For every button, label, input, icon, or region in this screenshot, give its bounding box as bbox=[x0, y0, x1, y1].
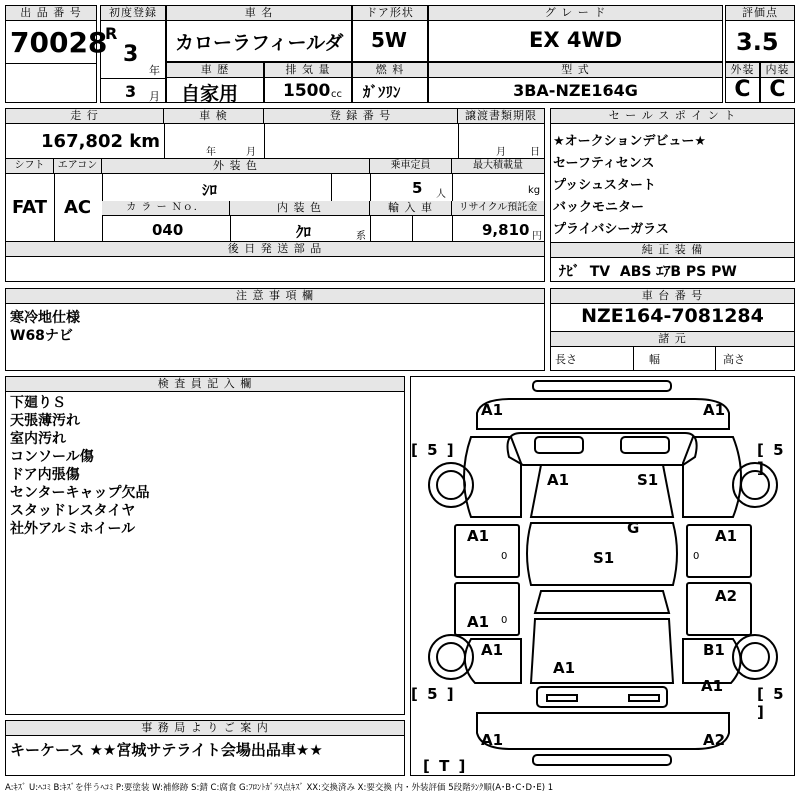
damage-mark: A2 bbox=[703, 731, 726, 749]
exterior-grade-box bbox=[725, 62, 760, 103]
sales-label: セ ー ル ス ポ イ ン ト bbox=[551, 109, 794, 124]
exterior-grade: C bbox=[734, 77, 751, 102]
transfer-month-unit: 月 bbox=[496, 147, 506, 158]
mileage-value: 167,802 km bbox=[41, 131, 160, 152]
inspector-label: 検 査 員 記 入 欄 bbox=[6, 377, 404, 392]
grade-value: EX 4WD bbox=[528, 28, 623, 52]
sales-point: ★オークションデビュー★ bbox=[553, 134, 707, 149]
lot-label: 出 品 番 号 bbox=[6, 6, 96, 21]
damage-mark: B1 bbox=[703, 641, 725, 659]
year-unit: 年 bbox=[149, 64, 160, 77]
car-diagram-box bbox=[410, 376, 795, 776]
interior-color-value: ｸﾛ bbox=[296, 223, 312, 241]
inspector-line: 天張薄汚れ bbox=[10, 413, 80, 429]
trunk-mark: [ T ] bbox=[423, 757, 468, 775]
capacity-label: 乗車定員 bbox=[370, 159, 452, 174]
car-name: カローラフィールダ bbox=[175, 32, 344, 54]
displacement-unit: cc bbox=[331, 89, 342, 100]
damage-mark: S1 bbox=[593, 549, 615, 567]
transfer-label: 譲渡書類期限 bbox=[458, 109, 544, 124]
color-no-label: カ ラ ー Ｎｏ． bbox=[102, 201, 230, 216]
interior-label: 内装 bbox=[761, 63, 794, 78]
history-value: 自家用 bbox=[181, 83, 239, 105]
office-text: キーケース ★★宮城サテライト会場出品車★★ bbox=[10, 741, 323, 759]
mileage-label: 走 行 bbox=[6, 109, 164, 124]
chassis-label: 車 台 番 号 bbox=[551, 289, 794, 304]
damage-mark: A1 bbox=[481, 401, 504, 419]
door-value: 5W bbox=[371, 28, 407, 52]
max-load-label: 最大積載量 bbox=[452, 159, 544, 174]
inspection-year-unit: 年 bbox=[206, 147, 216, 158]
capacity-value: 5 bbox=[412, 179, 423, 197]
shift-label: シフト bbox=[6, 159, 54, 174]
interior-color-label: 内 装 色 bbox=[230, 201, 370, 216]
notes-label: 注 意 事 項 欄 bbox=[6, 289, 544, 304]
spec-label: 諸 元 bbox=[551, 331, 794, 347]
displacement-value: 1500 bbox=[283, 81, 331, 101]
era: R bbox=[105, 24, 118, 43]
lot-number: 70028 bbox=[10, 26, 108, 59]
damage-mark: A1 bbox=[481, 641, 504, 659]
model-value: 3BA-NZE164G bbox=[513, 81, 638, 100]
grade-label: グ レ ー ド bbox=[429, 6, 722, 21]
notes-list bbox=[10, 309, 80, 345]
first-reg-box bbox=[100, 5, 166, 103]
recycle-unit: 円 bbox=[532, 231, 542, 242]
height-label: 高さ bbox=[723, 353, 745, 366]
aircon-value: AC bbox=[64, 197, 92, 218]
fuel-box bbox=[352, 62, 428, 103]
month-unit: 月 bbox=[149, 90, 160, 103]
aircon-label: エアコン bbox=[54, 159, 102, 174]
inspector-line: ドア内張傷 bbox=[10, 467, 80, 483]
color-no-value: 040 bbox=[152, 221, 184, 239]
color-value: ｼﾛ bbox=[202, 181, 218, 199]
interior-grade-box bbox=[760, 62, 795, 103]
inspector-line: 下廻りＳ bbox=[10, 395, 66, 411]
import-label: 輸 入 車 bbox=[370, 201, 452, 216]
tire-mark: [ 5 ] bbox=[757, 685, 786, 721]
damage-mark: A1 bbox=[703, 401, 726, 419]
sales-point: プライバシーガラス bbox=[553, 222, 669, 237]
length-label: 長さ bbox=[555, 353, 577, 366]
damage-mark: A1 bbox=[547, 471, 570, 489]
note-line: W68ナビ bbox=[10, 328, 73, 344]
inspector-list bbox=[10, 394, 149, 538]
car-diagram bbox=[411, 377, 794, 775]
small-mark: 0 bbox=[501, 615, 508, 626]
color-label: 外 装 色 bbox=[102, 159, 370, 174]
shift-value: FAT bbox=[12, 197, 48, 218]
capacity-unit: 人 bbox=[436, 189, 446, 200]
later-parts-label: 後 日 発 送 部 品 bbox=[6, 242, 544, 257]
tire-mark: [ 5 ] bbox=[757, 441, 786, 477]
score-value: 3.5 bbox=[736, 28, 779, 56]
door-box bbox=[352, 5, 428, 62]
inspector-line: 社外アルミホイール bbox=[10, 521, 136, 537]
car-name-label: 車 名 bbox=[167, 6, 351, 21]
sales-point: プッシュスタート bbox=[553, 178, 656, 193]
equip-value: ﾅﾋﾞ TV ABS ｴｱB PS PW bbox=[559, 264, 737, 280]
notes-box bbox=[5, 288, 545, 371]
exterior-label: 外装 bbox=[726, 63, 759, 78]
transfer-day-unit: 日 bbox=[530, 147, 540, 158]
score-label: 評価点 bbox=[726, 6, 794, 21]
door-label: ドア形状 bbox=[353, 6, 427, 21]
damage-mark: G bbox=[627, 519, 640, 537]
inspector-line: 室内汚れ bbox=[10, 431, 66, 447]
sales-point: バックモニター bbox=[553, 200, 645, 215]
reg-year: 3 bbox=[123, 42, 139, 67]
tire-mark: [ 5 ] bbox=[411, 685, 456, 703]
note-line: 寒冷地仕様 bbox=[10, 310, 80, 326]
mid-box bbox=[5, 108, 545, 282]
model-label: 型 式 bbox=[429, 63, 722, 78]
inspection-label: 車 検 bbox=[164, 109, 264, 124]
chassis-box bbox=[550, 288, 795, 371]
inspector-line: センターキャップ欠品 bbox=[10, 485, 150, 501]
damage-mark: A1 bbox=[701, 677, 724, 695]
interior-color-unit: 系 bbox=[356, 231, 366, 242]
width-label: 幅 bbox=[649, 353, 660, 366]
displacement-label: 排 気 量 bbox=[265, 63, 351, 78]
inspector-box bbox=[5, 376, 405, 715]
inspector-line: スタッドレスタイヤ bbox=[10, 503, 136, 519]
small-mark: 0 bbox=[693, 551, 700, 562]
first-reg-label: 初度登録 bbox=[101, 6, 165, 21]
damage-mark: S1 bbox=[637, 471, 659, 489]
damage-mark: A2 bbox=[715, 587, 738, 605]
legend: A:ｷｽﾞ U:ﾍｺﾐ B:ｷｽﾞを伴うﾍｺﾐ P:要塗装 W:補修跡 S:錆 C:腐食 G:ﾌﾛﾝﾄｶﾞﾗｽ点ｷｽﾞ XX:交換済み X:要交換 内・外装評価 5段階ﾗﾝｸ順(A･B･C･D･E) 1 bbox=[5, 783, 554, 793]
interior-grade: C bbox=[769, 77, 786, 102]
sales-points-list bbox=[553, 131, 706, 241]
reg-month: 3 bbox=[125, 82, 137, 101]
damage-mark: A1 bbox=[467, 527, 490, 545]
office-box bbox=[5, 720, 405, 776]
max-load-unit: kg bbox=[528, 185, 541, 196]
damage-mark: A1 bbox=[467, 613, 490, 631]
grade-box bbox=[428, 5, 723, 62]
car-name-box bbox=[166, 5, 352, 62]
equip-label: 純 正 装 備 bbox=[551, 242, 794, 258]
office-label: 事 務 局 よ り ご 案 内 bbox=[6, 721, 404, 736]
damage-mark: A1 bbox=[715, 527, 738, 545]
history-box bbox=[166, 62, 264, 103]
score-box bbox=[725, 5, 795, 62]
tire-mark: [ 5 ] bbox=[411, 441, 456, 459]
chassis-number: NZE164-7081284 bbox=[581, 305, 764, 327]
recycle-label: リサイクル預託金 bbox=[452, 201, 544, 216]
damage-mark: A1 bbox=[481, 731, 504, 749]
model-box bbox=[428, 62, 723, 103]
small-mark: 0 bbox=[501, 551, 508, 562]
recycle-value: 9,810 bbox=[482, 221, 530, 239]
inspector-line: コンソール傷 bbox=[10, 449, 94, 465]
lot-box bbox=[5, 5, 108, 103]
displacement-box bbox=[264, 62, 352, 103]
reg-no-label: 登 録 番 号 bbox=[264, 109, 458, 124]
fuel-value: ｶﾞｿﾘﾝ bbox=[363, 83, 401, 101]
sales-box bbox=[550, 108, 795, 282]
fuel-label: 燃 料 bbox=[353, 63, 427, 78]
damage-mark: A1 bbox=[553, 659, 576, 677]
inspection-month-unit: 月 bbox=[246, 147, 256, 158]
history-label: 車 歴 bbox=[167, 63, 263, 78]
sales-point: セーフティセンス bbox=[553, 156, 655, 171]
